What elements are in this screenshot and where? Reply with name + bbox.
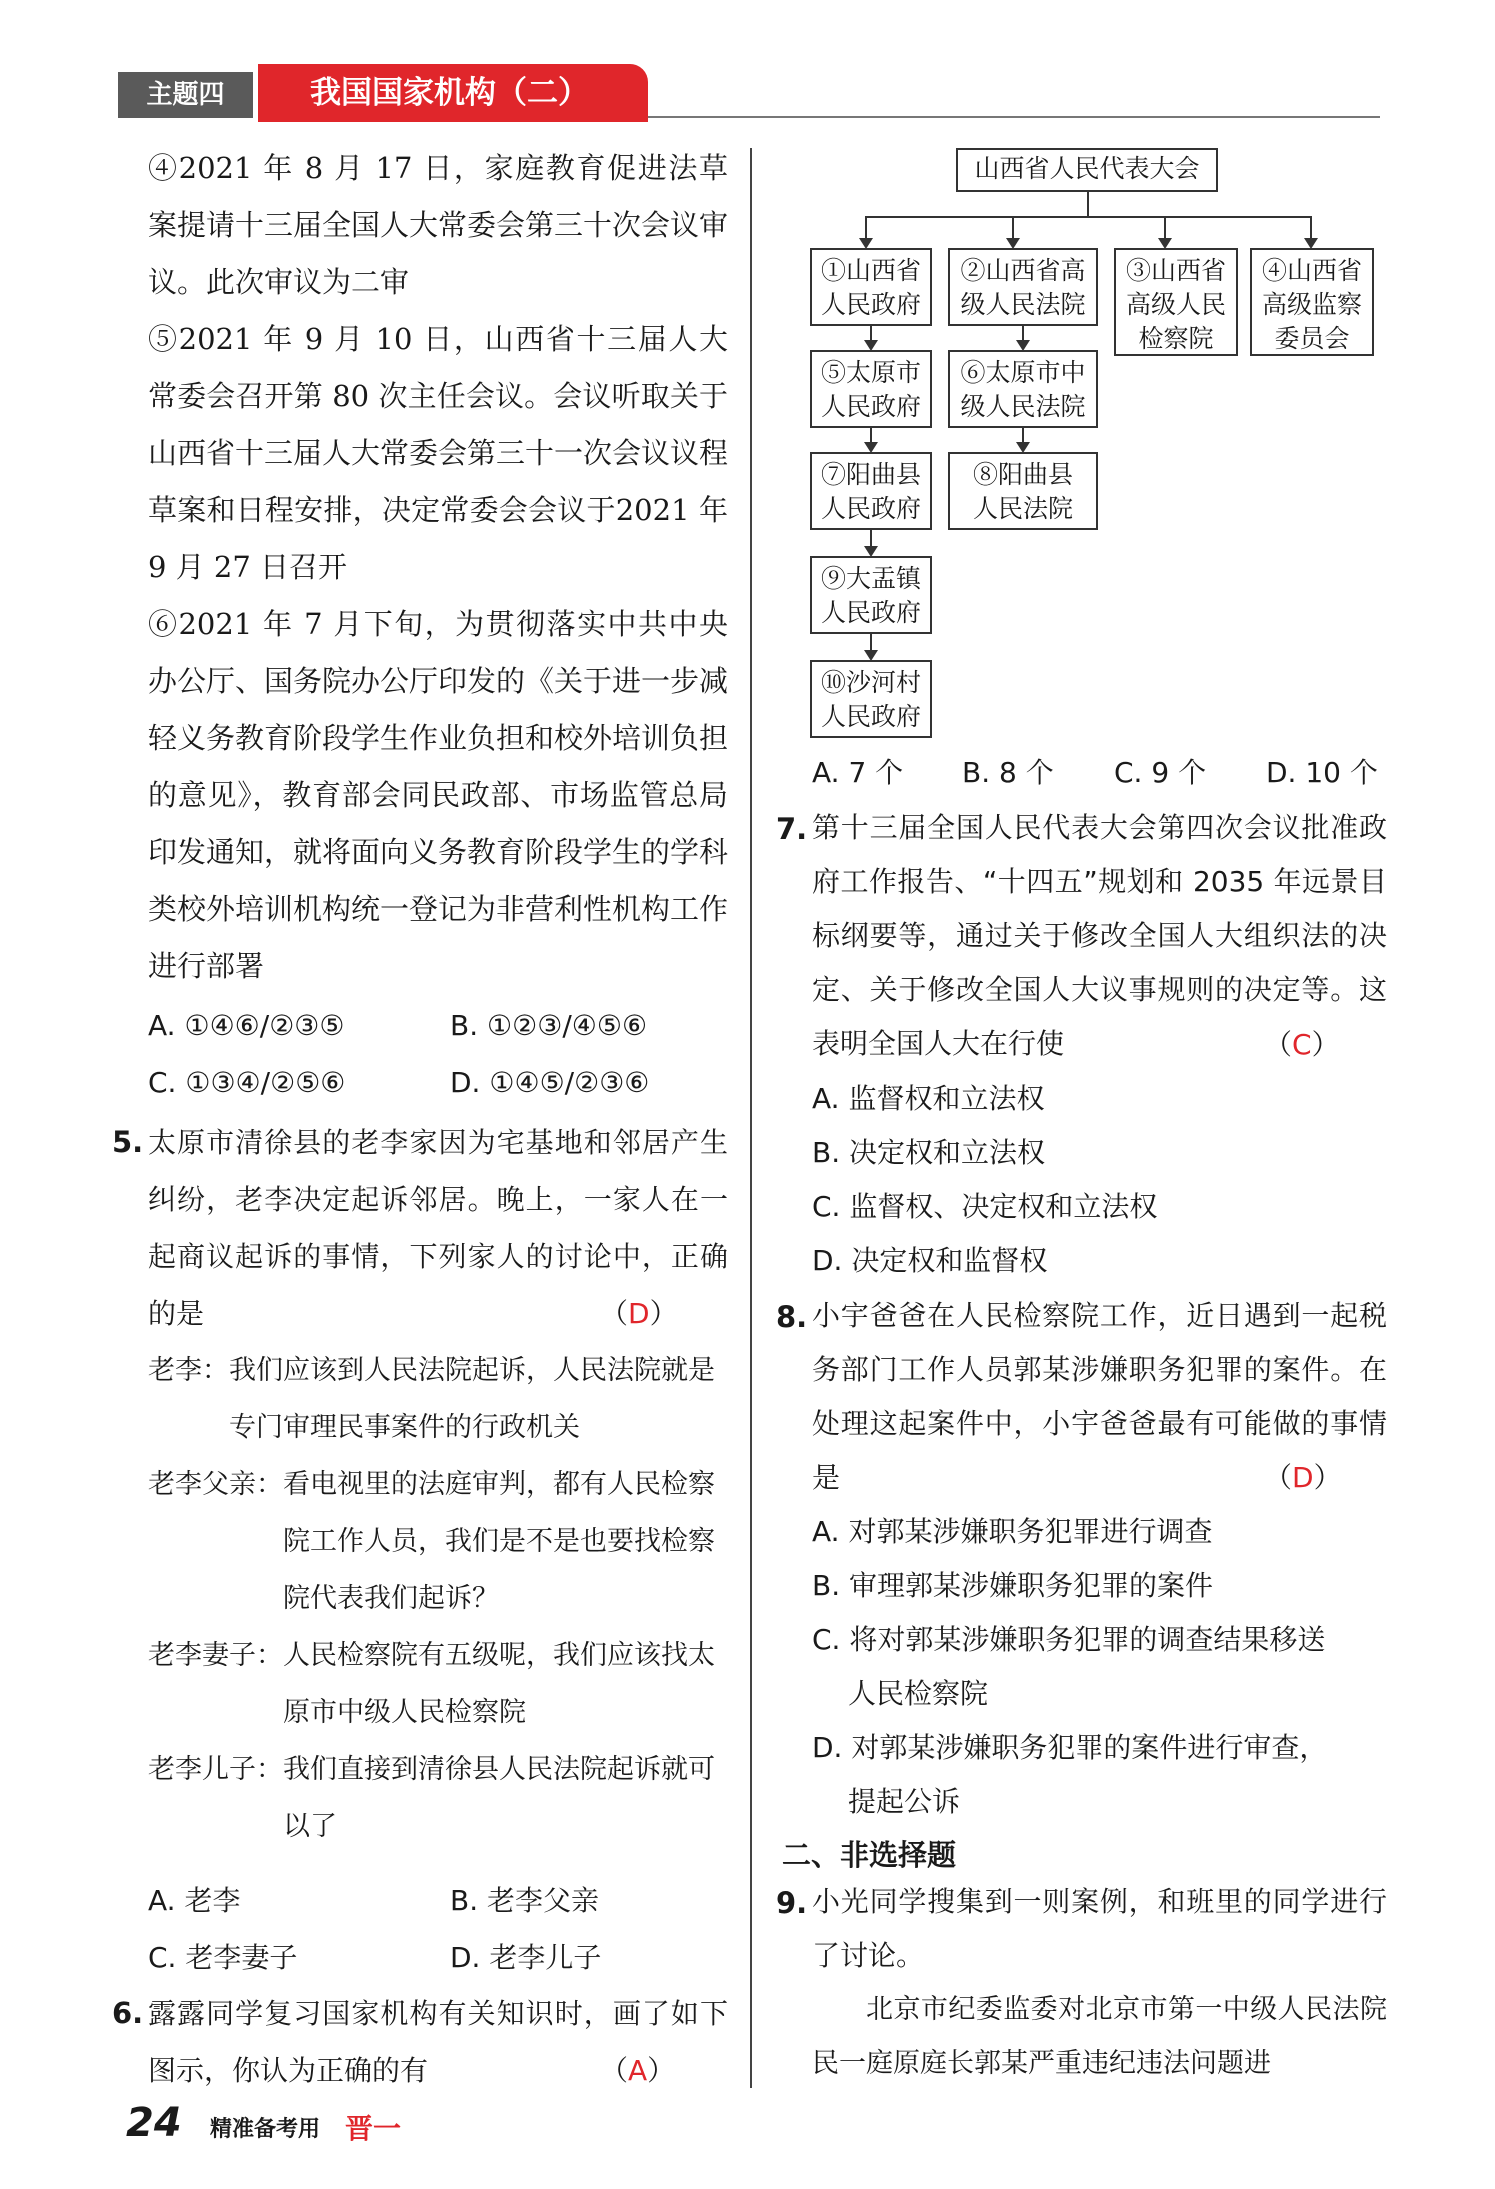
section-heading: 二、非选择题 xyxy=(782,1838,957,1872)
q7-option-c[interactable]: C. 监督权、决定权和立法权 xyxy=(812,1190,1158,1223)
q7-option-a[interactable]: A. 监督权和立法权 xyxy=(812,1082,1045,1115)
q7-stem: 第十三届全国人民代表大会第四次会议批准政府工作报告、“十四五”规划和 2035 年远景目标纲要等，通过关于修改全国人大组织法的决定、关于修改全国人大议事规则的决定等。这表明全国人大在行使 xyxy=(812,811,1387,1060)
footer-label: 精准备考用 xyxy=(210,2117,321,2142)
q5-dialog-4 xyxy=(148,1741,728,1855)
q6-option-b[interactable]: B. 8 个 xyxy=(962,756,1054,789)
page-number: 24 xyxy=(126,2100,182,2146)
q8-answer-paren: （D） xyxy=(1264,1461,1342,1494)
connector xyxy=(865,216,1312,218)
q8-option-a[interactable]: A. 对郭某涉嫌职务犯罪进行调查 xyxy=(812,1515,1213,1548)
q7-answer: C xyxy=(1292,1028,1312,1061)
header-rule xyxy=(648,116,1380,118)
node-10: ⑩沙河村 人民政府 xyxy=(810,660,932,738)
dialog-text: 我们直接到清徐县人民法院起诉就可以了 xyxy=(283,1754,715,1842)
q6-option-a[interactable]: A. 7 个 xyxy=(812,756,904,789)
topic-tag: 主题四 xyxy=(118,72,253,118)
q5-stem: 太原市清徐县的老李家因为宅基地和邻居产生纠纷，老李决定起诉邻居。晚上，一家人在一起商议起诉的事情，下列家人的讨论中，正确的是 xyxy=(148,1126,728,1330)
q5-answer-paren: （D） xyxy=(600,1297,678,1330)
node-7: ⑦阳曲县 人民政府 xyxy=(810,452,932,530)
dialog-text: 人民检察院有五级呢，我们应该找太原市中级人民检察院 xyxy=(283,1640,715,1728)
footer-region: 晋一 xyxy=(345,2112,402,2145)
q8-option-c[interactable]: C. 将对郭某涉嫌职务犯罪的调查结果移送 人民检察院 xyxy=(812,1623,1326,1710)
node-6: ⑥太原市中 级人民法院 xyxy=(948,350,1098,428)
topic-title: 我国国家机构（二） xyxy=(258,64,648,122)
q5-option-a[interactable]: A. 老李 xyxy=(148,1884,241,1917)
q5-dialog-2 xyxy=(148,1456,728,1627)
q8-number: 8. xyxy=(776,1300,808,1334)
item-5: ⑤2021 年 9 月 10 日，山西省十三届人大常委会召开第 80 次主任会议。会议听取关于山西省十三届人大常委会第三十一次会议议程草案和日程安排，决定常委会会议于2021 年 9 月 27 日召开 xyxy=(148,322,729,584)
q5-option-d[interactable]: D. 老李儿子 xyxy=(450,1941,602,1974)
node-root: 山西省人民代表大会 xyxy=(956,148,1218,192)
dialog-text: 我们应该到人民法院起诉，人民法院就是专门审理民事案件的行政机关 xyxy=(229,1355,715,1443)
q4-option-c[interactable]: C. ①③④/②⑤⑥ xyxy=(148,1066,346,1099)
connector xyxy=(1087,192,1089,216)
node-5: ⑤太原市 人民政府 xyxy=(810,350,932,428)
node-2: ②山西省高 级人民法院 xyxy=(948,248,1098,326)
q8-option-d[interactable]: D. 对郭某涉嫌职务犯罪的案件进行审查， 提起公诉 xyxy=(812,1731,1328,1818)
q8-stem: 小宇爸爸在人民检察院工作，近日遇到一起税务部门工作人员郭某涉嫌职务犯罪的案件。在处理这起案件中，小宇爸爸最有可能做的事情是 xyxy=(812,1299,1387,1494)
item-6: ⑥2021 年 7 月下旬，为贯彻落实中共中央办公厅、国务院办公厅印发的《关于进一步减轻义务教育阶段学生作业负担和校外培训负担的意见》，教育部会同民政部、市场监管总局印发通知，就将面向义务教育阶段学生的学科类校外培训机构统一登记为非营利性机构工作进行部署 xyxy=(148,607,729,983)
q6-answer-paren: （A） xyxy=(600,2054,676,2087)
q5-dialog-3 xyxy=(148,1627,728,1741)
node-1: ①山西省 人民政府 xyxy=(810,248,932,326)
q6-number: 6. xyxy=(112,1996,144,2030)
dialog-speaker: 老李儿子： xyxy=(148,1754,283,1785)
dialog-speaker: 老李妻子： xyxy=(148,1640,283,1671)
q8-option-b[interactable]: B. 审理郭某涉嫌职务犯罪的案件 xyxy=(812,1569,1214,1602)
q4-option-d[interactable]: D. ①④⑤/②③⑥ xyxy=(450,1066,650,1099)
q7-number: 7. xyxy=(776,812,808,846)
q9-number: 9. xyxy=(776,1886,808,1920)
q7-option-d[interactable]: D. 决定权和监督权 xyxy=(812,1244,1048,1277)
q8-answer: D xyxy=(1292,1461,1314,1494)
node-8: ⑧阳曲县 人民法院 xyxy=(948,452,1098,530)
q4-option-a[interactable]: A. ①④⑥/②③⑤ xyxy=(148,1009,345,1042)
node-3: ③山西省 高级人民 检察院 xyxy=(1114,248,1238,356)
q6-option-c[interactable]: C. 9 个 xyxy=(1114,756,1207,789)
q5-option-b[interactable]: B. 老李父亲 xyxy=(450,1884,600,1917)
column-divider xyxy=(750,148,752,2088)
node-9: ⑨大盂镇 人民政府 xyxy=(810,556,932,634)
q6-option-d[interactable]: D. 10 个 xyxy=(1266,756,1378,789)
q7-answer-paren: （C） xyxy=(1264,1028,1340,1061)
item-4: ④2021 年 8 月 17 日，家庭教育促进法草案提请十三届全国人大常委会第三十次会议审议。此次审议为二审 xyxy=(148,151,729,299)
q4-option-b[interactable]: B. ①②③/④⑤⑥ xyxy=(450,1009,648,1042)
q5-number: 5. xyxy=(112,1125,144,1159)
q5-dialog-1 xyxy=(148,1342,728,1456)
q9-stem: 小光同学搜集到一则案例，和班里的同学进行了讨论。 xyxy=(812,1885,1387,1972)
q7-option-b[interactable]: B. 决定权和立法权 xyxy=(812,1136,1046,1169)
q5-answer: D xyxy=(628,1297,650,1330)
q6-stem: 露露同学复习国家机构有关知识时，画了如下图示，你认为正确的有 xyxy=(148,1997,728,2087)
q6-answer: A xyxy=(628,2054,648,2087)
dialog-speaker: 老李： xyxy=(148,1355,229,1386)
dialog-text: 看电视里的法庭审判，都有人民检察院工作人员，我们是不是也要找检察院代表我们起诉？ xyxy=(283,1469,715,1614)
node-4: ④山西省 高级监察 委员会 xyxy=(1250,248,1374,356)
q9-case: 北京市纪委监委对北京市第一中级人民法院民一庭原庭长郭某严重违纪违法问题进 xyxy=(812,1994,1387,2079)
q5-option-c[interactable]: C. 老李妻子 xyxy=(148,1941,298,1974)
dialog-speaker: 老李父亲： xyxy=(148,1469,283,1500)
